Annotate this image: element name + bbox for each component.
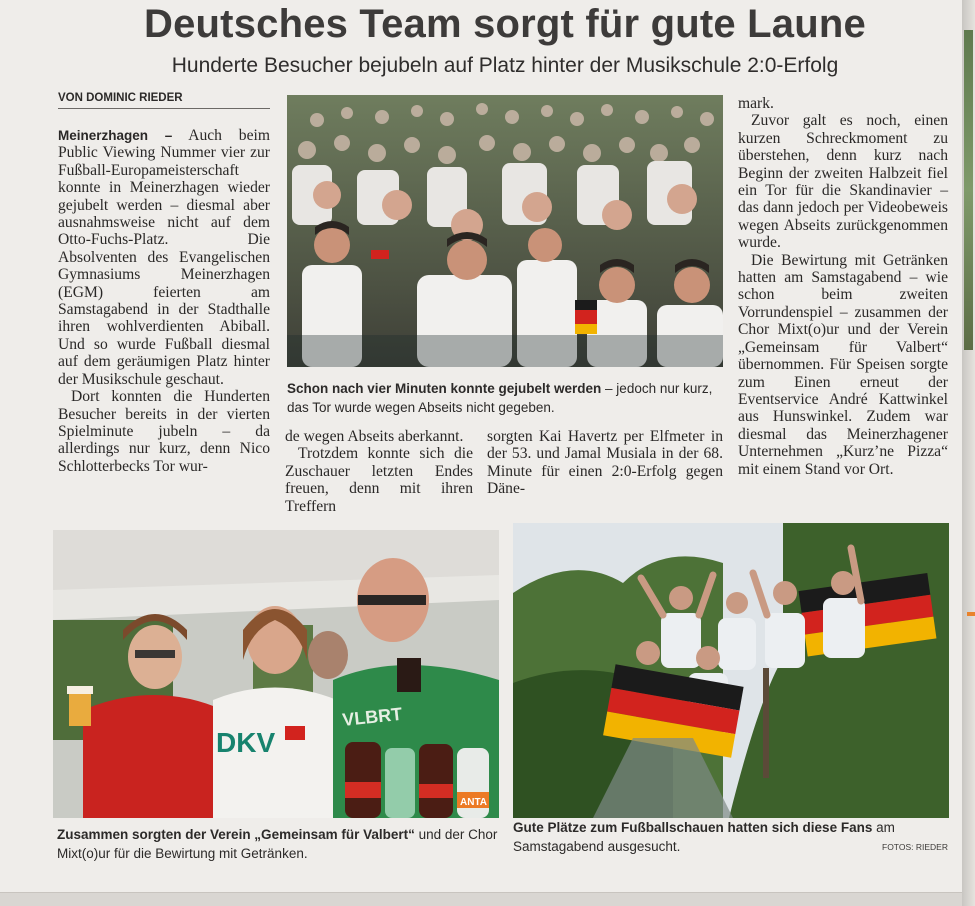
col2-paragraph-1: de wegen Abseits aberkannt. [285, 428, 464, 445]
article-subheadline: Hunderte Besucher bejubeln auf Platz hinter der Musikschule 2:0-Erfolg [171, 54, 839, 77]
article-byline: VON DOMINIC RIEDER [58, 92, 270, 109]
photo-credit: FOTOS: RIEDER [882, 842, 948, 852]
caption-bottom-right-bold: Gute Plätze zum Fußballschauen hatten sich diese Fans [513, 820, 873, 835]
adjacent-photo-sliver [964, 30, 973, 350]
photo-fans-on-hill [513, 523, 949, 818]
text-column-4 [738, 95, 948, 478]
col4-paragraph-1: Zuvor galt es noch, einen kurzen Schreckmoment zu überstehen, denn kurz nach Beginn der zweiten Halbzeit fiel ein Tor für die Skandinavier – das dann jedoch per Videobeweis wegen Abseits zurückgenommen wurde. [738, 112, 948, 252]
photo-crowd-cheering [287, 95, 723, 367]
col2-paragraph-2: Trotzdem konnte sich die Zuschauer letzten Endes freuen, denn mit ihren Treffern [285, 445, 473, 515]
text-column-1 [58, 127, 270, 475]
photo-volunteers-drinks [53, 530, 499, 818]
caption-top-photo [287, 379, 723, 417]
paragraph-2: Dort konnten die Hunderten Besucher bereits in der vierten Spielminute jubeln – da allerdings nur kurz, denn Nico Schlotterbecks Tor wur- [58, 388, 270, 475]
caption-top-bold: Schon nach vier Minuten konnte gejubelt werden [287, 381, 602, 396]
adjacent-page-edge [962, 0, 975, 906]
caption-bottom-left [57, 825, 499, 863]
text-column-3 [487, 428, 723, 498]
article-headline: Deutsches Team sorgt für gute Laune [144, 2, 866, 46]
caption-bottom-left-text: und der Chor Mixt(o)ur für die Bewirtung mit Getränken. [57, 827, 498, 861]
paragraph-1 [58, 127, 270, 388]
caption-top-text: – jedoch nur kurz, das Tor wurde wegen Abseits nicht gegeben. [287, 381, 713, 415]
caption-bottom-left-bold: Zusammen sorgten der Verein „Gemeinsam für Valbert“ [57, 827, 415, 842]
paragraph-1-text: Auch beim Public Viewing Nummer vier zur Fußball-Europameisterschaft konnte in Meinerzhagen wieder gejubelt werden – diesmal aber ausnahmsweise nicht auf dem Otto-Fuchs-Platz. Die Absolventen des Evangelischen Gymnasiums Meinerzhagen (EGM) feierten am Samstagabend in der Stadthalle ihren wohlverdienten Abiball. Und so wurde Fußball diesmal auf dem geräumigen Platz hinter der Musikschule geschaut. [58, 127, 270, 388]
caption-bottom-right-text: am Samstagabend ausgesucht. [513, 820, 895, 854]
green-shirt-text: VLBRT [341, 703, 404, 730]
fanta-label-text: ANTA [460, 797, 488, 808]
dateline: Meinerzhagen – [58, 128, 173, 143]
text-column-2 [285, 428, 473, 515]
col3-paragraph-1: sorgten Kai Havertz per Elfmeter in der 53. und Jamal Musiala in der 68. Minute für einen 2:0-Erfolg gegen Däne- [487, 428, 723, 498]
col4-paragraph-2: Die Bewirtung mit Getränken hatten am Samstagabend – wie schon beim zweiten Vorrundenspiel – zusammen der Chor Mixt(o)ur und der Verein „Gemeinsam für Valbert“ übernommen. Für Speisen sorgte zum Einen erneut der Eventservice André Kattwinkel aus Hunswinkel. Zudem war diesmal das Meinerzhagener Unternehmen „Kurz’ne Pizza“ mit einem Stand vor Ort. [738, 251, 948, 478]
dkv-shirt-text: DKV [216, 727, 276, 758]
adjacent-orange-mark [967, 612, 975, 616]
col4-continuation: mark. [738, 95, 774, 112]
